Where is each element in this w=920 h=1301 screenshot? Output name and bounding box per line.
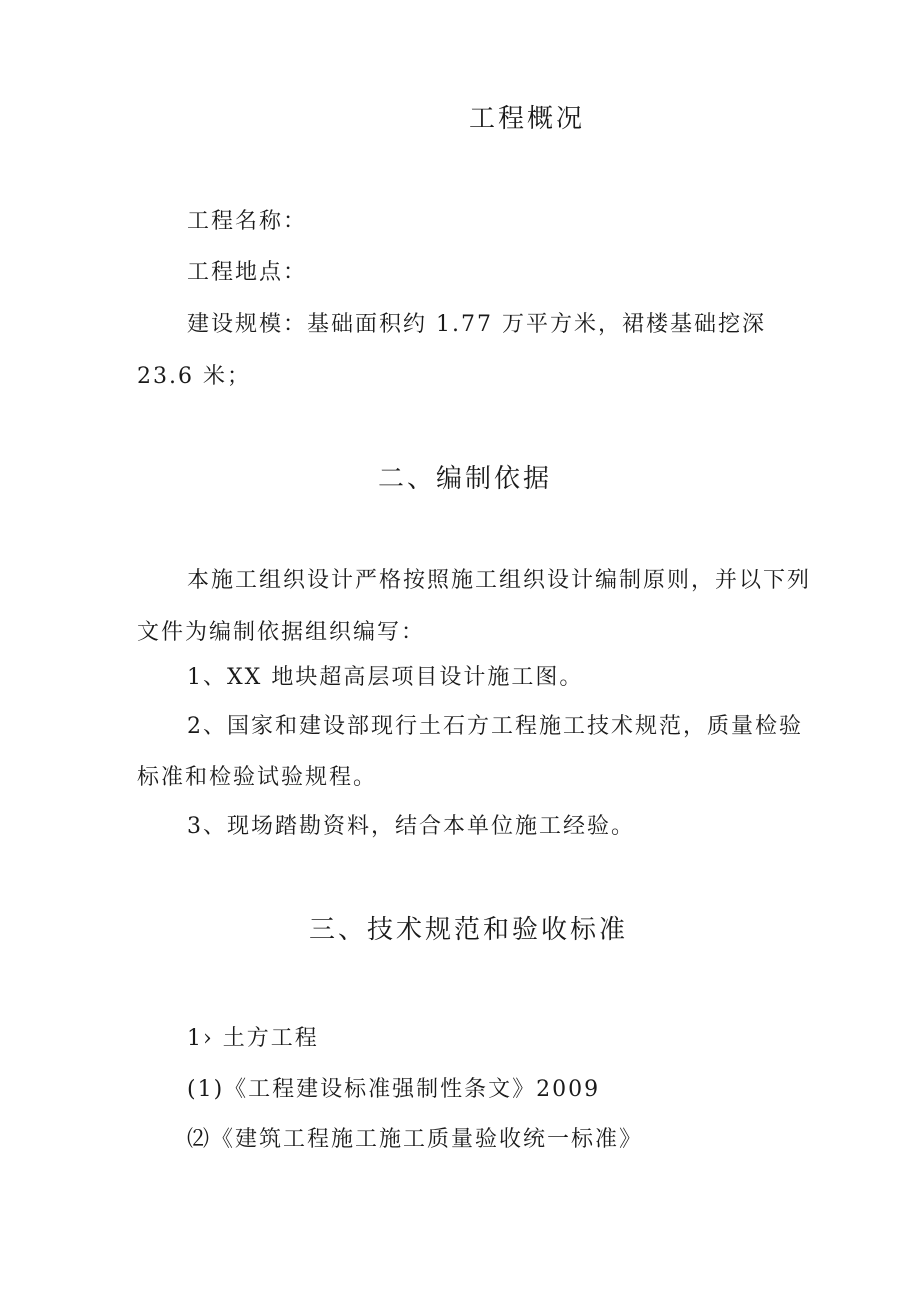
basis-item-2-line2: 标准和检验试验规程。 [137,765,378,790]
basis-intro-line2: 文件为编制依据组织编写： [137,620,426,645]
construction-scale-line2: 23.6 米； [137,364,251,389]
basis-item-2-line1: 2、国家和建设部现行土石方工程施工技术规范，质量检验 [187,714,803,739]
project-name-label: 工程名称： [187,209,308,234]
standard-item-2: ⑵《建筑工程施工施工质量验收统一标准》 [187,1127,644,1152]
basis-item-3: 3、现场踏勘资料，结合本单位施工经验。 [187,814,635,839]
earthwork-subheading: 1› 土方工程 [187,1026,319,1051]
section-title-basis: 二、编制依据 [378,464,553,494]
construction-scale-line1: 建设规模：基础面积约 1.77 万平方米，裙楼基础挖深 [187,312,766,337]
section-title-standards: 三、技术规范和验收标准 [309,915,629,945]
standard-item-1: (1)《工程建设标准强制性条文》2009 [187,1077,601,1102]
basis-intro-line1: 本施工组织设计严格按照施工组织设计编制原则，并以下列 [187,568,812,593]
basis-item-1: 1、XX 地块超高层项目设计施工图。 [187,665,584,690]
section-title-overview: 工程概况 [469,104,586,134]
project-location-label: 工程地点： [187,260,308,285]
